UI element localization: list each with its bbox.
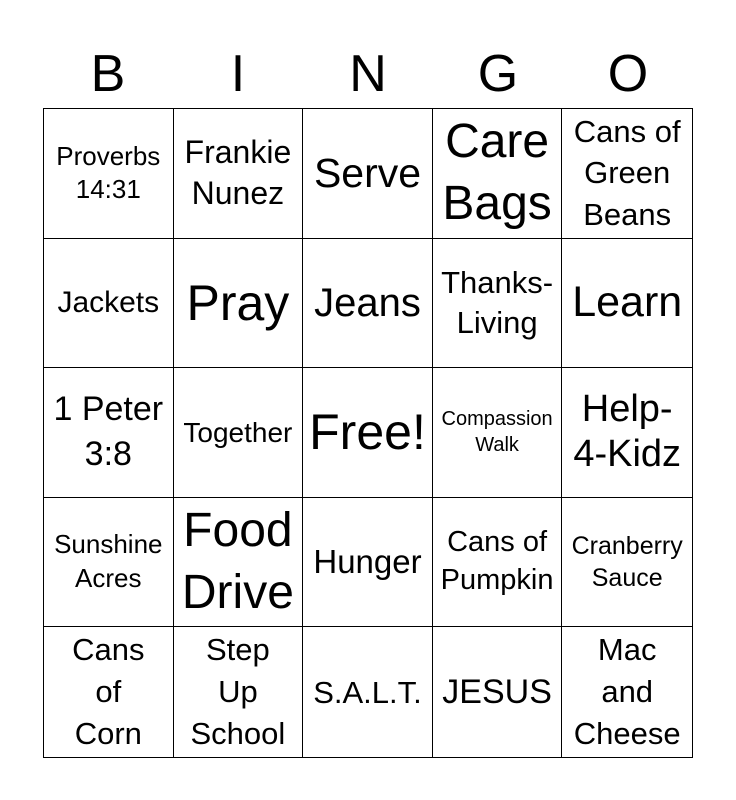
cell-label: Frankie Nunez [184, 133, 292, 212]
cell-label: Help- 4-Kidz [573, 387, 682, 476]
bingo-board [43, 108, 693, 758]
header-letter-n: N [349, 45, 387, 103]
bingo-cell[interactable] [433, 239, 563, 369]
bingo-cell[interactable] [303, 109, 433, 239]
cell-label: Cans of Pumpkin [440, 526, 554, 597]
cell-label: Jackets [57, 285, 160, 319]
bingo-cell[interactable] [562, 109, 692, 239]
cell-label: Learn [572, 278, 683, 327]
cell-label: Serve [313, 149, 422, 196]
bingo-cell[interactable] [44, 109, 174, 239]
bingo-cell[interactable] [433, 498, 563, 628]
cell-label: S.A.L.T. [313, 674, 422, 710]
cell-label: Cans of Green Beans [573, 113, 681, 233]
cell-label: Compassion Walk [441, 408, 553, 457]
bingo-cell[interactable] [562, 368, 692, 498]
cell-label: Jeans [314, 280, 421, 325]
cell-label: Pray [186, 274, 290, 331]
bingo-cell[interactable] [44, 498, 174, 628]
bingo-cell[interactable] [174, 368, 304, 498]
bingo-header [43, 40, 693, 108]
bingo-cell[interactable] [174, 498, 304, 628]
cell-label: Mac and Cheese [573, 632, 681, 752]
header-letter-o: O [607, 45, 649, 103]
cell-label: Thanks- Living [441, 264, 554, 340]
bingo-cell[interactable] [174, 109, 304, 239]
header-letter-b: B [90, 45, 126, 103]
bingo-cell[interactable] [174, 627, 304, 757]
bingo-cell[interactable] [44, 368, 174, 498]
cell-label: Cranberry Sauce [571, 531, 683, 593]
bingo-cell[interactable] [303, 239, 433, 369]
header-letter-i: I [230, 45, 246, 103]
bingo-cell[interactable] [303, 627, 433, 757]
bingo-cell[interactable] [433, 627, 563, 757]
bingo-cell[interactable] [303, 498, 433, 628]
bingo-cell[interactable] [303, 368, 433, 498]
cell-label: Cans of Corn [72, 632, 145, 752]
bingo-cell[interactable] [174, 239, 304, 369]
cell-label: Hunger [313, 543, 422, 581]
cell-label: Together [183, 416, 293, 448]
bingo-cell[interactable] [562, 627, 692, 757]
cell-label: Food Drive [181, 503, 294, 620]
bingo-cell[interactable] [433, 368, 563, 498]
bingo-cell[interactable] [44, 627, 174, 757]
cell-label: Care Bags [442, 114, 552, 231]
cell-label: Free! [309, 404, 426, 461]
cell-label: Proverbs 14:31 [56, 140, 161, 205]
bingo-cell[interactable] [44, 239, 174, 369]
bingo-cell[interactable] [562, 498, 692, 628]
cell-label: Step Up School [190, 632, 286, 752]
bingo-cell[interactable] [562, 239, 692, 369]
cell-label: Sunshine Acres [54, 529, 163, 594]
cell-label: 1 Peter 3:8 [53, 389, 164, 474]
header-letter-g: G [477, 45, 519, 103]
bingo-cell[interactable] [433, 109, 563, 239]
cell-label: JESUS [442, 672, 552, 711]
